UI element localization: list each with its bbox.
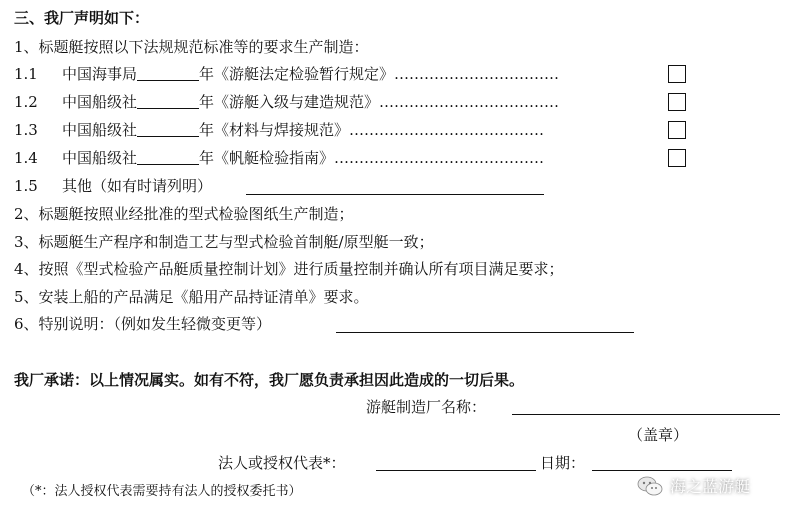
sub-item-1-1 <box>14 64 559 84</box>
other-input-line[interactable] <box>246 178 544 195</box>
dot-leader: …………………………… <box>394 65 560 83</box>
checkbox-1-1[interactable] <box>668 65 686 83</box>
year-blank[interactable] <box>137 120 199 137</box>
checkbox-1-4[interactable] <box>668 149 686 167</box>
wechat-icon <box>636 475 664 497</box>
sub-item-title: 《材料与焊接规范》 <box>214 121 350 139</box>
item-3: 3、标题艇生产程序和制造工艺与型式检验首制艇/原型艇一致； <box>14 233 434 251</box>
sub-item-number: 1.5 <box>14 177 38 195</box>
year-blank[interactable] <box>137 92 199 109</box>
sub-item-1-4 <box>14 148 544 168</box>
dot-leader: ………………………………… <box>349 121 545 139</box>
special-note-line[interactable] <box>336 316 634 333</box>
sub-item-number: 1.4 <box>14 149 38 167</box>
factory-name-label: 游艇制造厂名称： <box>366 398 487 416</box>
dot-leader: …………………………………… <box>334 149 545 167</box>
checkbox-1-2[interactable] <box>668 93 686 111</box>
sub-item-number: 1.2 <box>14 93 38 111</box>
sub-item-org: 中国船级社 <box>62 121 138 139</box>
other-label: 其他（如有时请列明） <box>62 177 213 195</box>
sub-item-org: 中国海事局 <box>62 65 138 83</box>
commitment-statement: 我厂承诺：以上情况属实。如有不符，我厂愿负责承担因此造成的一切后果。 <box>14 371 525 389</box>
sub-item-title: 《游艇入级与建造规范》 <box>214 93 380 111</box>
factory-name-line[interactable] <box>512 398 780 415</box>
date-label: 日期： <box>540 454 586 472</box>
item-6: 6、特别说明：（例如发生轻微变更等） <box>14 315 272 333</box>
sub-item-number: 1.1 <box>14 65 38 83</box>
sub-item-number: 1.3 <box>14 121 38 139</box>
sub-item-1-3 <box>14 120 544 140</box>
item-4: 4、按照《型式检验产品艇质量控制计划》进行质量控制并确认所有项目满足要求； <box>14 260 564 278</box>
year-blank[interactable] <box>137 148 199 165</box>
sub-item-title: 《游艇法定检验暂行规定》 <box>214 65 395 83</box>
sub-item-year: 年 <box>199 93 215 111</box>
item-2: 2、标题艇按照业经批准的型式检验图纸生产制造； <box>14 205 354 223</box>
date-line[interactable] <box>592 454 732 471</box>
sub-item-title: 《帆艇检验指南》 <box>214 149 335 167</box>
footnote: （*：法人授权代表需要持有法人的授权委托书） <box>22 484 302 499</box>
legal-rep-label: 法人或授权代表*： <box>218 454 346 472</box>
item-1: 1、标题艇按照以下法规规范标准等的要求生产制造： <box>14 38 369 56</box>
legal-rep-line[interactable] <box>376 454 536 471</box>
dot-leader: ……………………………… <box>379 93 560 111</box>
sub-item-year: 年 <box>199 65 215 83</box>
sub-item-year: 年 <box>199 121 215 139</box>
year-blank[interactable] <box>137 64 199 81</box>
sub-item-org: 中国船级社 <box>62 149 138 167</box>
checkbox-1-3[interactable] <box>668 121 686 139</box>
seal-label: （盖章） <box>628 426 689 444</box>
watermark-text: 海之蓝游艇 <box>670 477 751 496</box>
sub-item-1-5 <box>14 176 212 196</box>
sub-item-year: 年 <box>199 149 215 167</box>
section-title: 三、我厂声明如下： <box>14 9 150 27</box>
watermark <box>636 474 750 497</box>
sub-item-org: 中国船级社 <box>62 93 138 111</box>
item-5: 5、安装上船的产品满足《船用产品持证清单》要求。 <box>14 288 369 306</box>
sub-item-1-2 <box>14 92 559 112</box>
